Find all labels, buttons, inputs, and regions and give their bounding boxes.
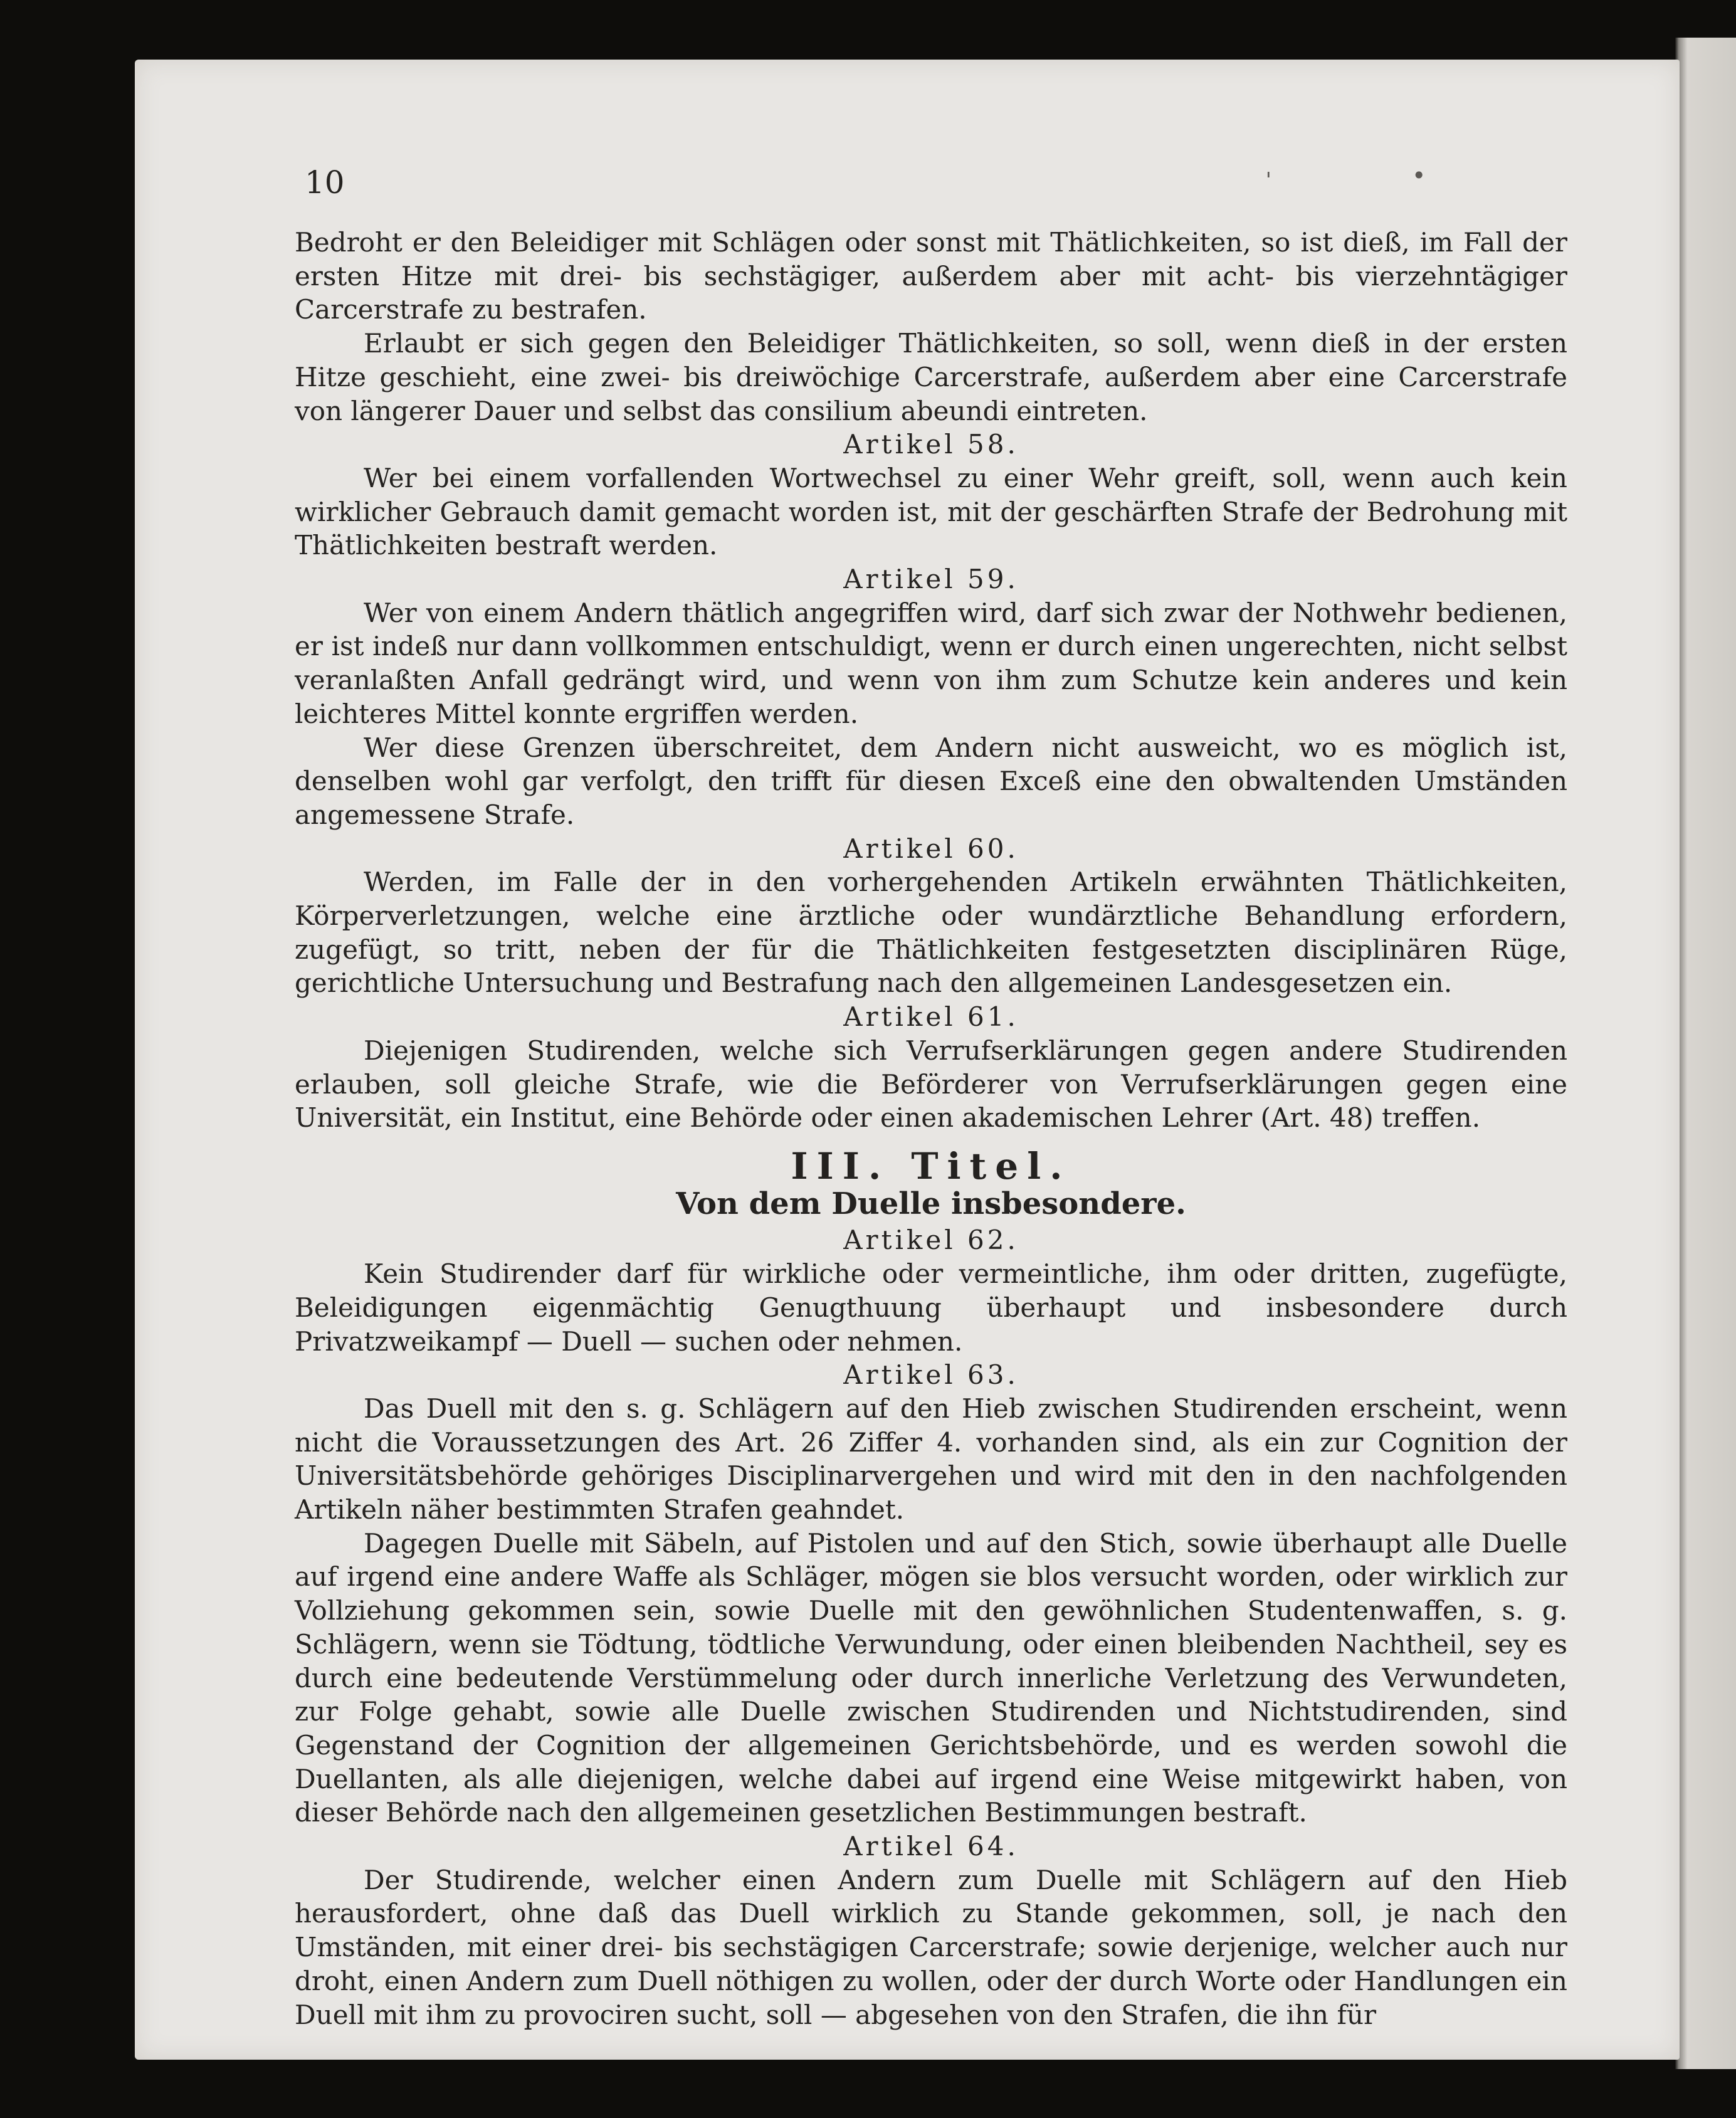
article-heading: Artikel 63. bbox=[843, 1359, 1019, 1391]
article-heading: Artikel 61. bbox=[843, 1001, 1019, 1033]
page-body bbox=[295, 226, 1567, 2031]
adjacent-page-edge bbox=[1675, 38, 1736, 2069]
page-number: 10 bbox=[305, 164, 345, 201]
article-heading: Artikel 64. bbox=[843, 1831, 1019, 1862]
article-heading: Artikel 58. bbox=[843, 429, 1019, 460]
article-heading: Artikel 60. bbox=[843, 833, 1019, 864]
section-title: III. Titel. bbox=[791, 1144, 1071, 1188]
paragraph: Wer diese Grenzen überschreitet, dem Andern nicht ausweicht, wo es möglich ist, denselben wohl gar verfolgt, den trifft für diesen Exceß eine den obwaltenden Umständen angemessene Strafe. bbox=[295, 732, 1567, 830]
paragraph: Erlaubt er sich gegen den Beleidiger Thätlichkeiten, so soll, wenn dieß in der ersten Hitze geschieht, eine zwei- bis dreiwöchige Carcerstrafe, außerdem aber eine Carcerstrafe von längerer Dauer und selbst das consilium abeundi eintreten. bbox=[295, 328, 1567, 426]
paragraph: Kein Studirender darf für wirkliche oder vermeintliche, ihm oder dritten, zugefügte, Beleidigungen eigenmächtig Genugthuung überhaupt und insbesondere durch Privatzweikampf — Duell — suchen oder nehmen. bbox=[295, 1258, 1567, 1357]
article-heading: Artikel 62. bbox=[843, 1225, 1019, 1256]
paragraph: Der Studirende, welcher einen Andern zum Duelle mit Schlägern auf den Hieb herausfordert, ohne daß das Duell wirklich zu Stande gekommen, soll, je nach den Umständen, mit einer drei- bis sechstägigen Carcerstrafe; sowie derjenige, welcher auch nur droht, einen Andern zum Duell nöthigen zu wollen, oder der durch Worte oder Handlungen ein Duell mit ihm zu provociren sucht, soll — abgesehen von den Strafen, die ihn für bbox=[295, 1864, 1567, 2030]
paragraph: Wer von einem Andern thätlich angegriffen wird, darf sich zwar der Nothwehr bedienen, er ist indeß nur dann vollkommen entschuldigt, wenn er durch einen ungerechten, nicht selbst veranlaßten Anfall gedrängt wird, und wenn von ihm zum Schutze kein anderes und kein leichteres Mittel konnte ergriffen werden. bbox=[295, 597, 1567, 729]
ink-speck: • bbox=[1412, 162, 1426, 189]
article-heading: Artikel 59. bbox=[843, 564, 1019, 595]
ink-speck: ˈ bbox=[1265, 168, 1272, 196]
paragraph: Werden, im Falle der in den vorhergehenden Artikeln erwähnten Thätlichkeiten, Körperverletzungen, welche eine ärztliche oder wundärztliche Behandlung erfordern, zugefügt, so tritt, neben der für die Thätlichkeiten festgesetzten disciplinären Rüge, gerichtliche Untersuchung und Bestrafung nach den allgemeinen Landesgesetzen ein. bbox=[295, 867, 1567, 999]
section-subtitle: Von dem Duelle insbesondere. bbox=[676, 1186, 1186, 1221]
paragraph: Bedroht er den Beleidiger mit Schlägen oder sonst mit Thätlichkeiten, so ist dieß, im Fall der ersten Hitze mit drei- bis sechstägiger, außerdem aber mit acht- bis vierzehntägiger Carcerstrafe zu bestrafen. bbox=[295, 227, 1567, 325]
paragraph: Diejenigen Studirenden, welche sich Verrufserklärungen gegen andere Studirenden erlauben, soll gleiche Strafe, wie die Beförderer von Verrufserklärungen gegen eine Universität, ein Institut, eine Behörde oder einen akademischen Lehrer (Art. 48) treffen. bbox=[295, 1035, 1567, 1134]
paragraph: Dagegen Duelle mit Säbeln, auf Pistolen und auf den Stich, sowie überhaupt alle Duelle auf irgend eine andere Waffe als Schläger, mögen sie blos versucht worden, oder wirklich zur Vollziehung gekommen sein, sowie Duelle mit den gewöhnlichen Studentenwaffen, s. g. Schlägern, wenn sie Tödtung, tödtliche Verwundung, oder einen bleibenden Nachtheil, sey es durch eine bedeutende Verstümmelung oder durch innerliche Verletzung des Verwundeten, zur Folge gehabt, sowie alle Duelle zwischen Studirenden und Nichtstudirenden, sind Gegenstand der Cognition der allgemeinen Gerichtsbehörde, und es werden sowohl die Duellanten, als alle diejenigen, welche dabei auf irgend eine Weise mitgewirkt haben, von dieser Behörde nach den allgemeinen gesetzlichen Bestimmungen bestraft. bbox=[295, 1527, 1567, 1828]
paragraph: Wer bei einem vorfallenden Wortwechsel zu einer Wehr greift, soll, wenn auch kein wirklicher Gebrauch damit gemacht worden ist, mit der geschärften Strafe der Bedrohung mit Thätlichkeiten bestraft werden. bbox=[295, 462, 1567, 561]
paragraph: Das Duell mit den s. g. Schlägern auf den Hieb zwischen Studirenden erscheint, wenn nicht die Voraussetzungen des Art. 26 Ziffer 4. vorhanden sind, als ein zur Cognition der Universitätsbehörde gehöriges Disciplinarvergehen und wird mit den in den nachfolgenden Artikeln näher bestimmten Strafen geahndet. bbox=[295, 1393, 1567, 1525]
